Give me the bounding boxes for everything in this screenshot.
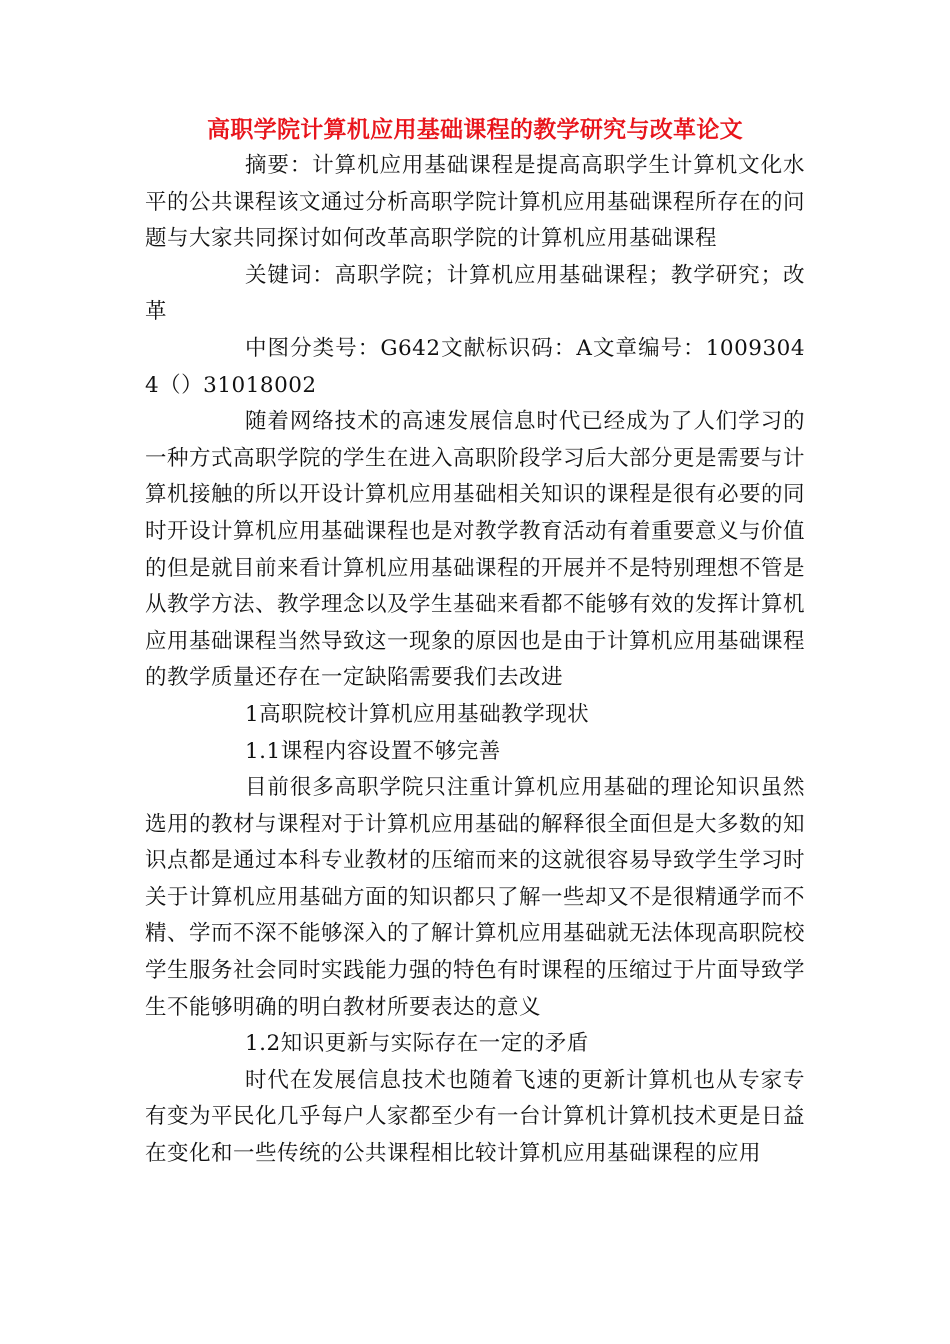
classification-paragraph: 中图分类号：G642文献标识码：A文章编号：10093044（）31018002: [145, 335, 805, 398]
section-1-2-heading: 1.2知识更新与实际存在一定的矛盾: [245, 1031, 589, 1057]
intro-paragraph: 随着网络技术的高速发展信息时代已经成为了人们学习的一种方式高职学院的学生在进入高职阶段学习后大部分更是需要与计算机接触的所以开设计算机应用基础相关知识的课程是很有必要的同时开设计算机应用基础课程也是对教学教育活动有着重要意义与价值的但是就目前来看计算机应用基础课程的开展并不是特别理想不管是从教学方法、教学理念以及学生基础来看都不能够有效的发挥计算机应用基础课程当然导致这一现象的原因也是由于计算机应用基础课程的教学质量还存在一定缺陷需要我们去改进: [145, 409, 806, 691]
abstract-paragraph: 摘要：计算机应用基础课程是提高高职学生计算机文化水平的公共课程该文通过分析高职学院计算机应用基础课程所存在的问题与大家共同探讨如何改革高职学院的计算机应用基础课程: [145, 153, 806, 252]
document-title: 高职学院计算机应用基础课程的教学研究与改革论文: [207, 116, 743, 143]
section-1-2-body: 时代在发展信息技术也随着飞速的更新计算机也从专家专有变为平民化几乎每户人家都至少有一台计算机计算机技术更是日益在变化和一些传统的公共课程相比较计算机应用基础课程的应用: [145, 1067, 806, 1167]
keywords-paragraph: 关键词：高职学院；计算机应用基础课程；教学研究；改革: [145, 262, 805, 325]
document-page: [145, 112, 805, 1173]
section-1-heading: 1高职院校计算机应用基础教学现状: [245, 701, 590, 727]
section-1-1-body: 目前很多高职学院只注重计算机应用基础的理论知识虽然选用的教材与课程对于计算机应用基础的解释很全面但是大多数的知识点都是通过本科专业教材的压缩而来的这就很容易导致学生学习时关于计算机应用基础方面的知识都只了解一些却又不是很精通学而不精、学而不深不能够深入的了解计算机应用基础就无法体现高职院校学生服务社会同时实践能力强的特色有时课程的压缩过于片面导致学生不能够明确的明白教材所要表达的意义: [145, 775, 806, 1020]
section-1-1-heading: 1.1课程内容设置不够完善: [245, 738, 501, 764]
